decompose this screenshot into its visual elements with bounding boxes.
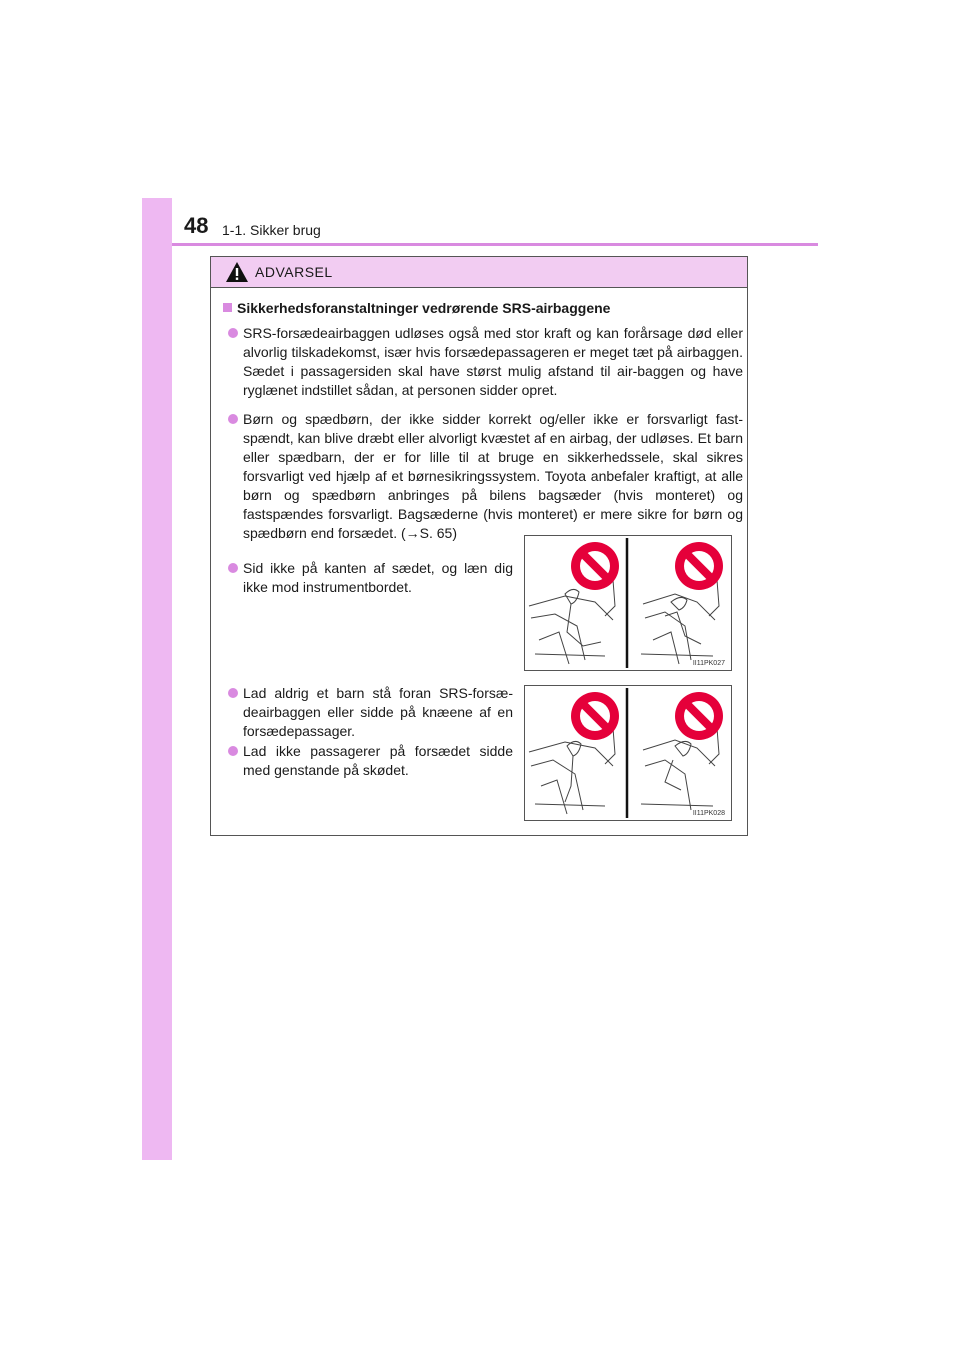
- header-rule: [172, 243, 818, 246]
- bullet-dot-icon: [228, 746, 238, 756]
- section-title: 1-1. Sikker brug: [222, 222, 321, 238]
- passenger-illustration: [525, 686, 731, 820]
- illustration-code: II11PK028: [692, 810, 725, 817]
- bullet-item: [243, 742, 513, 780]
- bullet-item: [243, 684, 513, 741]
- bullet-text: Lad aldrig et barn stå foran SRS-forsæ-deairbaggen eller sidde på knæene af en forsædepassager.: [243, 685, 513, 739]
- square-bullet-icon: [223, 303, 232, 312]
- warning-heading-text: Sikkerhedsforanstaltninger vedrørende SRS-airbaggene: [237, 300, 611, 316]
- warning-header: [211, 257, 747, 288]
- bullet-dot-icon: [228, 328, 238, 338]
- warning-heading: [223, 300, 610, 316]
- illustration-child-lap: [524, 685, 732, 821]
- bullet-item: [243, 324, 743, 400]
- page-number: 48: [184, 213, 209, 238]
- illustration-seat-edge: [524, 535, 732, 671]
- bullet-dot-icon: [228, 688, 238, 698]
- passenger-illustration: [525, 536, 731, 670]
- bullet-dot-icon: [228, 414, 238, 424]
- bullet-text: Sid ikke på kanten af sædet, og læn dig ikke mod instrumentbordet.: [243, 560, 513, 595]
- bullet-text: SRS-forsædeairbaggen udløses også med stor kraft og kan forårsage død eller alvorlig tilskadekomst, især hvis forsædepassageren er meget tæt på airbaggen. Sædet i passagersiden skal have størst mulig afstand til air-baggen og have ryglænet indstillet sådan, at personen sidder opret.: [243, 325, 743, 398]
- bullet-item: [243, 410, 743, 543]
- warning-triangle-icon: [225, 261, 249, 283]
- warning-label: ADVARSEL: [255, 264, 333, 280]
- bullet-dot-icon: [228, 563, 238, 573]
- bullet-item: [243, 559, 513, 597]
- illustration-code: II11PK027: [692, 660, 725, 667]
- warning-box: [210, 256, 748, 836]
- side-tab: [142, 198, 172, 1160]
- bullet-text: Børn og spædbørn, der ikke sidder korrekt og/eller ikke er forsvarligt fast-spændt, kan blive dræbt eller alvorligt kvæstet af en airbag, der udløses. Et barn eller spædbarn, der er for lille til at bruge en sikkerhedssele, skal sikres forsvarligt ved hjælp af et børnesikringssystem. Toyota anbefaler kraftigt, at alle børn og spædbørn anbringes på bilens bagsæder (hvis monteret) og fastspændes forsvarligt. Bagsæderne (hvis monteret) er mere sikre for børn og spædbørn end forsædet. (→S. 65): [243, 411, 743, 541]
- bullet-text: Lad ikke passagerer på forsædet sidde med genstande på skødet.: [243, 743, 513, 778]
